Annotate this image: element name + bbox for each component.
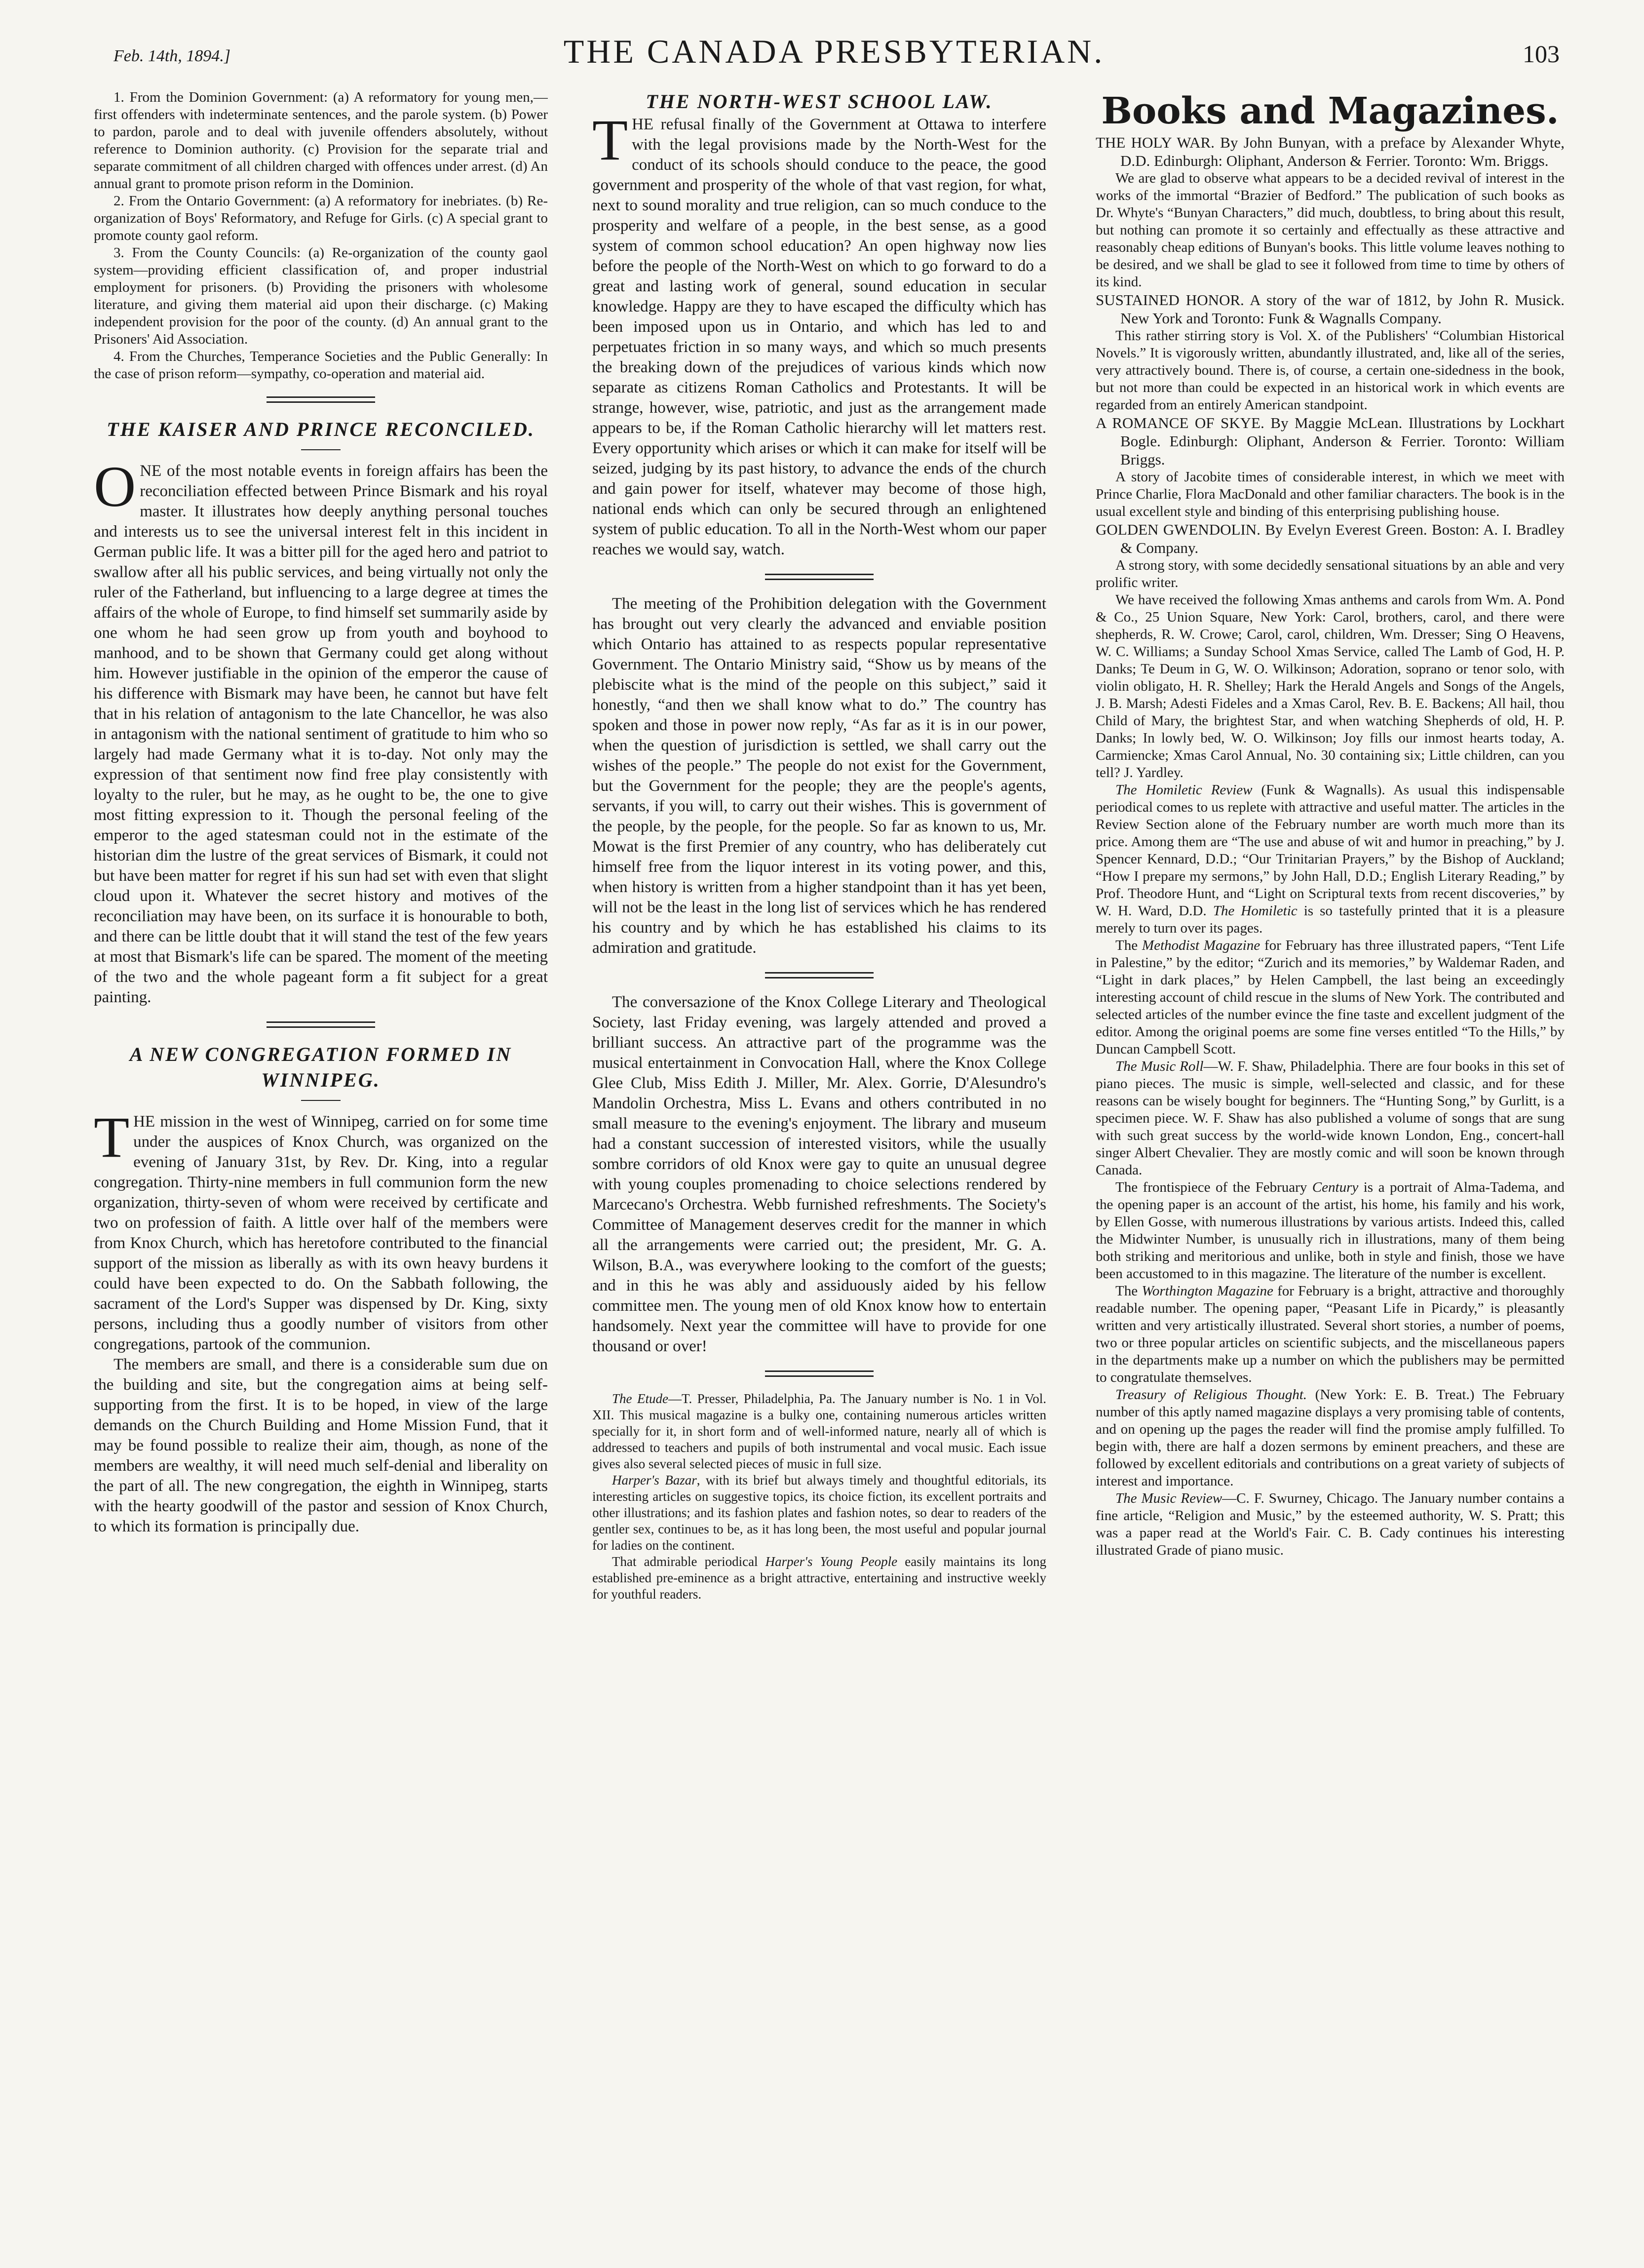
notice-text: —C. F. Swurney, Chicago. The January number contains a fine article, “Religion and Music,” by the esteemed authority, W. S. Pratt; this was a paper read at the World's Fair. C. B. Cady continues his interesting illustrated Grade of piano music. <box>1096 1490 1565 1558</box>
title-rule <box>301 1100 341 1101</box>
notice-text: That admirable periodical <box>612 1554 765 1569</box>
notice-text: —W. F. Shaw, Philadelphia. There are four books in this set of piano pieces. The music is simple, well-selected and classic, and for these reasons can be wisely bought for beginners. The “Hunting Song,” by Gurlitt, is a specimen piece. W. F. Shaw has also published a volume of songs that are sung with such great success by the world-wide known London, Eng., concert-hall singer Albert Chevalier. They are mostly comic and will soon be known through Canada. <box>1096 1058 1565 1178</box>
book-heading: SUSTAINED HONOR. A story of the war of 1812, by John R. Musick. New York and Toronto: Funk & Wagnalls Company. <box>1096 291 1565 327</box>
book-heading: THE HOLY WAR. By John Bunyan, with a preface by Alexander Whyte, D.D. Edinburgh: Oliphant, Anderson & Ferrier. Toronto: Wm. Briggs. <box>1096 134 1565 169</box>
section-divider <box>765 574 874 580</box>
notice-text: for February is a bright, attractive and thoroughly readable number. The opening paper, “Peasant Life in Picardy,” is pleasantly written and very artistically illustrated. Several short stories, a number of poems, two or three popular articles on scientific subjects, and the miscellaneous papers in the departments make up a number on which the publishers may be permitted to congratulate themselves. <box>1096 1283 1565 1385</box>
magazine-name: Worthington Magazine <box>1142 1283 1273 1299</box>
notice-treasury <box>1096 1386 1565 1490</box>
article-text: HE mission in the west of Winnipeg, carried on for some time under the auspices of Knox Church, was organized on the evening of January 31st, by Rev. Dr. King, into a regular congregation. Thirty-nine members in full communion form the new organization, thirty-seven of whom were received by certificate and two on profession of faith. A little over half of the members were from Knox Church, which has heretofore contributed to the financial support of the mission as liberally as with its own heavy burdens it could have been expected to do. On the Sabbath following, the sacrament of the Lord's Supper was dispensed by Dr. King, sixty persons, including thus a goodly number of visitors from other congregations, partook of the communion. <box>94 1113 548 1353</box>
notice-text: —T. Presser, Philadelphia, Pa. The January number is No. 1 in Vol. XII. This musical magazine is a bulky one, containing numerous articles written specially for it, in short form and of well-informed nature, nearly all of which is addressed to teachers and pupils of both instrumental and vocal music. Each issue gives also several selected pieces of music in full size. <box>592 1391 1046 1471</box>
book-review: This rather stirring story is Vol. X. of the Publishers' “Columbian Historical Novels.” It is vigorously written, abundantly illustrated, and, like all of the series, very attractively bound. There is, of course, a certain one-sidedness in the book, but not more than could be expected in an historical work in which events are regarded from an entirely American standpoint. <box>1096 328 1565 413</box>
list-item: 4. From the Churches, Temperance Societies and the Public Generally: In the case of prison reform—sympathy, co-operation and material aid. <box>94 349 548 382</box>
column-right <box>1096 89 1565 2231</box>
magazine-name: The Etude <box>612 1391 668 1406</box>
article-paragraph: The members are small, and there is a considerable sum due on the building and site, but the congregation aims at being self-supporting from the first. It is to be hoped, in view of the large demands on the Church Building and Home Mission Fund, that it may be found possible to realize their aim, though, as none of the members are wealthy, it will need much self-denial and liberality on the part of all. The new congregation, the eighth in Winnipeg, starts with the hearty goodwill of the pastor and session of Knox Church, to which its formation is principally due. <box>94 1356 548 1535</box>
notice-text: The frontispiece of the February <box>1115 1179 1312 1195</box>
list-item: 3. From the County Councils: (a) Re-organization of the county gaol system—providing efficient classification of, and proper industrial employment for prisoners. (b) Providing the prisoners with wholesome literature, and giving them material aid upon their discharge. (c) Making independent provision for the poor of the county. (d) An annual grant to the Prisoners' Aid Association. <box>94 245 548 347</box>
drop-cap: T <box>592 108 628 172</box>
magazine-name: The Homiletic Review <box>1115 782 1253 798</box>
book-heading: A ROMANCE OF SKYE. By Maggie McLean. Illustrations by Lockhart Bogle. Edinburgh: Oliphant, Anderson & Ferrier. Toronto: William Briggs. <box>1096 414 1565 468</box>
notice-text: , with its brief but always timely and thoughtful editorials, its interesting articles on suggestive topics, its choice fiction, its excellent portraits and other illustrations; and its fashion plates and fashion notes, so dear to readers of the gentler sex, continues to be, as it has long been, the most useful and popular journal for ladies on the continent. <box>592 1473 1046 1553</box>
drop-cap: T <box>94 1105 130 1170</box>
section-divider <box>765 972 874 978</box>
article-title-school-law: THE NORTH-WEST SCHOOL LAW. <box>646 90 993 113</box>
notice-homiletic-review <box>1096 782 1565 937</box>
masthead-title: THE CANADA PRESBYTERIAN. <box>563 33 1105 70</box>
notice-harpers-bazar <box>592 1472 1046 1554</box>
article-body-school-law <box>592 108 1046 560</box>
magazine-name: The Music Review <box>1115 1490 1223 1506</box>
notice-text: (Funk & Wagnalls). As usual this indispensable periodical comes to us replete with attractive and useful matter. The articles in the Review Section alone of the February number are worth much more than its price. Among them are “The use and abuse of wit and humor in preaching,” by J. Spencer Kennard, D.D.; “Our Trinitarian Prayers,” by the Bishop of Auckland; “How I prepare my sermons,” by John Hall, D.D.; English Literary Reading,” by Prof. Theodore Hunt, and “Light on Scriptural texts from recent discoveries,” by W. H. Ward, D.D. <box>1096 782 1565 919</box>
notice-text: The <box>1115 938 1142 953</box>
page-header <box>99 27 1569 81</box>
notice-text: is so tastefully printed that it is a pleasure merely to turn over its pages. <box>1096 903 1565 936</box>
book-heading: GOLDEN GWENDOLIN. By Evelyn Everest Green. Boston: A. I. Bradley & Company. <box>1096 521 1565 556</box>
book-review: A strong story, with some decidedly sensational situations by an able and very prolific writer. <box>1096 557 1565 590</box>
column-middle <box>592 89 1046 2231</box>
magazine-name: The Homiletic <box>1213 903 1298 919</box>
notice-text: is a portrait of Alma-Tadema, and the opening paper is an account of the artist, his home, his family and his work, by Ellen Gosse, with numerous illustrations by various artists. Indeed this, called the Midwinter Number, is unusually rich in illustrations, many of them being both striking and meritorious and unlike, both in style and finish, those we have been accustomed to in this magazine. The literature of the number is excellent. <box>1096 1179 1565 1282</box>
article-body-kaiser <box>94 454 548 1008</box>
notice-music-roll <box>1096 1058 1565 1179</box>
section-divider <box>765 1370 874 1377</box>
article-prohibition: The meeting of the Prohibition delegation with the Government has brought out very clearly the advanced and enviable position which Ontario has attained to as respects popular representative Government. The Ontario Ministry said, “Show us by means of the plebiscite what is the mind of the people on this subject,” said it honestly, “and then we shall know what to do.” The country has spoken and those in power now reply, “As far as it is in our power, when the question of jurisdiction is settled, we shall carry out the wishes of the people.” The people do not exist for the Government, but the Government for the people; they are the people's agents, servants, if you will, to carry out their wishes. This is government of the people, by the people, for the people. So far as known to us, Mr. Mowat is the first Premier of any country, who has deliberately cut himself free from the liquor interest in its voting power, and this, when history is written from a higher standpoint than it has yet been, will not be the least in the long list of services which he has rendered his country and by which he has established his claims to its admiration and gratitude. <box>592 595 1046 957</box>
page-number: 103 <box>1523 40 1560 68</box>
notice-century <box>1096 1179 1565 1283</box>
notice-worthington <box>1096 1283 1565 1386</box>
notice-xmas-anthems: We have received the following Xmas anthems and carols from Wm. A. Pond & Co., 25 Union Square, New York: Carol, brothers, carol, and there were shepherds, R. W. Crowe; Carol, carol, children, Wm. Dresser; Sing O Heavens, W. C. Williams; a Sunday School Xmas Service, called The Lamb of God, H. P. Danks; Te Deum in G, W. O. Wilkinson; Adoration, soprano or tenor solo, with violin obligato, H. R. Shelley; Hark the Herald Angels and Songs of the Angels, J. B. Marsh; Adesti Fideles and a Xmas Carol, Rev. B. E. Backens; All hail, thou Child of Mary, the brightest Star, and when watching Shepherds of old, H. P. Danks; In lowly bed, W. O. Wilkinson; Joy fills our inmost hearts today, A. Carmiencke; Xmas Carol Annual, No. 30 containing six; Little children, can you tell? J. Yardley. <box>1096 592 1565 781</box>
section-title-books: Books and Magazines. <box>1101 90 1559 132</box>
article-body-winnipeg <box>94 1105 548 1355</box>
magazine-name: The Music Roll <box>1115 1058 1204 1074</box>
notice-methodist-magazine <box>1096 937 1565 1058</box>
magazine-name: Century <box>1312 1179 1359 1195</box>
issue-date: Feb. 14th, 1894.] <box>114 47 231 65</box>
list-item: 2. From the Ontario Government: (a) A reformatory for inebriates. (b) Re-organization of Boys' Reformatory, and Refuge for Girls. (c) A special grant to promote county gaol reform. <box>94 193 548 243</box>
book-review: A story of Jacobite times of considerable interest, in which we meet with Prince Charlie, Flora MacDonald and other familiar characters. The book is in the usual excellent style and binding of this enterprising publishing house. <box>1096 469 1565 519</box>
book-review: We are glad to observe what appears to be a decided revival of interest in the works of the immortal “Brazier of Bedford.” The publication of such books as Dr. Whyte's “Bunyan Characters,” did much, doubtless, to bring about this result, but nothing can promote it so certainly and effectually as these attractive and reasonably cheap editions of Bunyan's books. This little volume leaves nothing to be desired, and we shall be glad to see it followed from time to time by others of its kind. <box>1096 170 1565 290</box>
article-title-winnipeg: A NEW CONGREGATION FORMED IN WINNIPEG. <box>129 1043 512 1091</box>
list-item: 1. From the Dominion Government: (a) A reformatory for young men,—first offenders with indeterminate sentences, and the parole system. (b) Power to pardon, parole and to deal with juvenile offenders absolutely, without reference to Dominion authority. (c) Provision for the separate trial and separate commitment of all children charged with offences under arrest. (d) An annual grant to promote prison reform in the Dominion. <box>94 89 548 192</box>
section-divider <box>267 396 375 403</box>
drop-cap: O <box>94 454 136 519</box>
notice-etude <box>592 1391 1046 1472</box>
notice-text: easily maintains its long established pre-eminence as a bright attractive, entertaining and instructive weekly for youthful readers. <box>592 1554 1046 1602</box>
magazine-name: Harper's Bazar <box>612 1473 697 1487</box>
section-divider <box>267 1021 375 1028</box>
notice-text: The <box>1115 1283 1142 1299</box>
notice-text: for February has three illustrated papers, “Tent Life in Palestine,” by the editor; “Zurich and its memories,” by Waldemar Raden, and “Light in dark places,” by Helen Campbell, the last being an exceedingly interesting account of child rescue in the slums of New York. The contributed and selected articles of the number evince the fine taste and excellent judgment of the editor. Among the original poems are some fine verses entitled “To the Hills,” by Duncan Campbell Scott. <box>1096 938 1565 1057</box>
notice-text: (New York: E. B. Treat.) The February number of this aptly named magazine displays a very promising table of contents, and on opening up the pages the reader will find the promise amply fulfilled. To begin with, there are half a dozen sermons by eminent preachers, and these are followed by excellent editorials and contributions on a great variety of subjects of interest and importance. <box>1096 1387 1565 1489</box>
article-knox-conversazione: The conversazione of the Knox College Literary and Theological Society, last Friday evening, was largely attended and proved a brilliant success. An attractive part of the programme was the musical entertainment in Convocation Hall, where the Knox College Glee Club, Miss Edith J. Miller, Mr. Alex. Gorrie, D'Alesundro's Mandolin Orchestra, Miss L. Evans and others contributed in no small measure to the evening's enjoyment. The library and museum had a constant succession of interested visitors, while the usually sombre corridors of old Knox were gay to quite an unusual degree with young couples promenading to choice selections rendered by Marcecano's Orchestra. Webb furnished refreshments. The Society's Committee of Management deserves credit for the manner in which all the arrangements were carried out; the president, Mr. G. A. Wilson, B.A., was everywhere looking to the comfort of the guests; and in this he was ably and assiduously aided by his fellow committee men. The young men of old Knox know how to entertain handsomely. Next year the committee will have to provide for one thousand or over! <box>592 993 1046 1355</box>
title-rule <box>301 449 341 450</box>
notice-music-review <box>1096 1490 1565 1559</box>
column-left <box>94 89 548 2231</box>
magazine-name: Methodist Magazine <box>1142 938 1261 953</box>
magazine-name: Treasury of Religious Thought. <box>1115 1387 1307 1403</box>
notice-harpers-young-people <box>592 1554 1046 1603</box>
article-title-kaiser: THE KAISER AND PRINCE RECONCILED. <box>107 418 535 440</box>
article-text: NE of the most notable events in foreign affairs has been the reconciliation effected between Prince Bismark and his royal master. It illustrates how deeply anything personal touches and interests us to see the universal interest felt in this incident in German public life. It was a bitter pill for the aged hero and patriot to swallow after all his public services, and being virtually not only the ruler of the Fatherland, but influencing to a large degree at times the affairs of the whole of Europe, to find himself set summarily aside by one whom he had seen grow up from youth and boyhood to manhood, and to be shown that Germany could get along without him. However justifiable in the opinion of the emperor the cause of his difference with Bismark may have been, he cannot but have felt that in his relation of antagonism to the late Chancellor, he was also in antagonism with the national sentiment of gratitude to him who so largely had made Germany what it is to-day. Not only may the expression of that sentiment now find free play consistently with loyalty to the ruler, but he may, as he ought to be, the one to give most fitting expression to it. Though the personal feeling of the emperor to the aged statesman could not in the estimate of the historian dim the lustre of the great services of Bismark, it could not but have been matter for regret if his sun had set with even that slight cloud upon it. Whatever the secret history and motives of the reconciliation may have been, on its surface it is honourable to both, and there can be little doubt that it will stand the test of the few years at most that Bismark's life can be spared. The moment of the meeting of the two and the whole pageant form a fit subject for a great painting. <box>94 462 548 1006</box>
article-text: HE refusal finally of the Government at Ottawa to interfere with the legal provisions made by the North-West for the conduct of its schools should conduce to the peace, the good government and prosperity of the whole of that vast region, for what, next to sound morality and true religion, can so much conduce to the prosperity and welfare of a people, in the best sense, as a good system of common school education? An open highway now lies before the people of the North-West on which to go forward to do a great and lasting work of general, sound education in secular knowledge. Happy are they to have escaped the difficulty which has been imposed upon us in Ontario, and which has led to and perpetuates friction in so many ways, and which so much presents the breaking down of the prejudices of various kinds which now separate as citizens Roman Catholics and Protestants. It will be strange, however, wise, patriotic, and just as the arrangement made appears to be, if the Roman Catholic hierarchy will let matters rest. Every opportunity which arises or which it can make for itself will be seized, judging by its past history, to advance the ends of the church and gain power for itself, whatever may become of those high, national ends which can only be secured through an enlightened system of public education. To all in the North-West whom our paper reaches we would say, watch. <box>592 116 1046 558</box>
magazine-name: Harper's Young People <box>765 1554 898 1569</box>
